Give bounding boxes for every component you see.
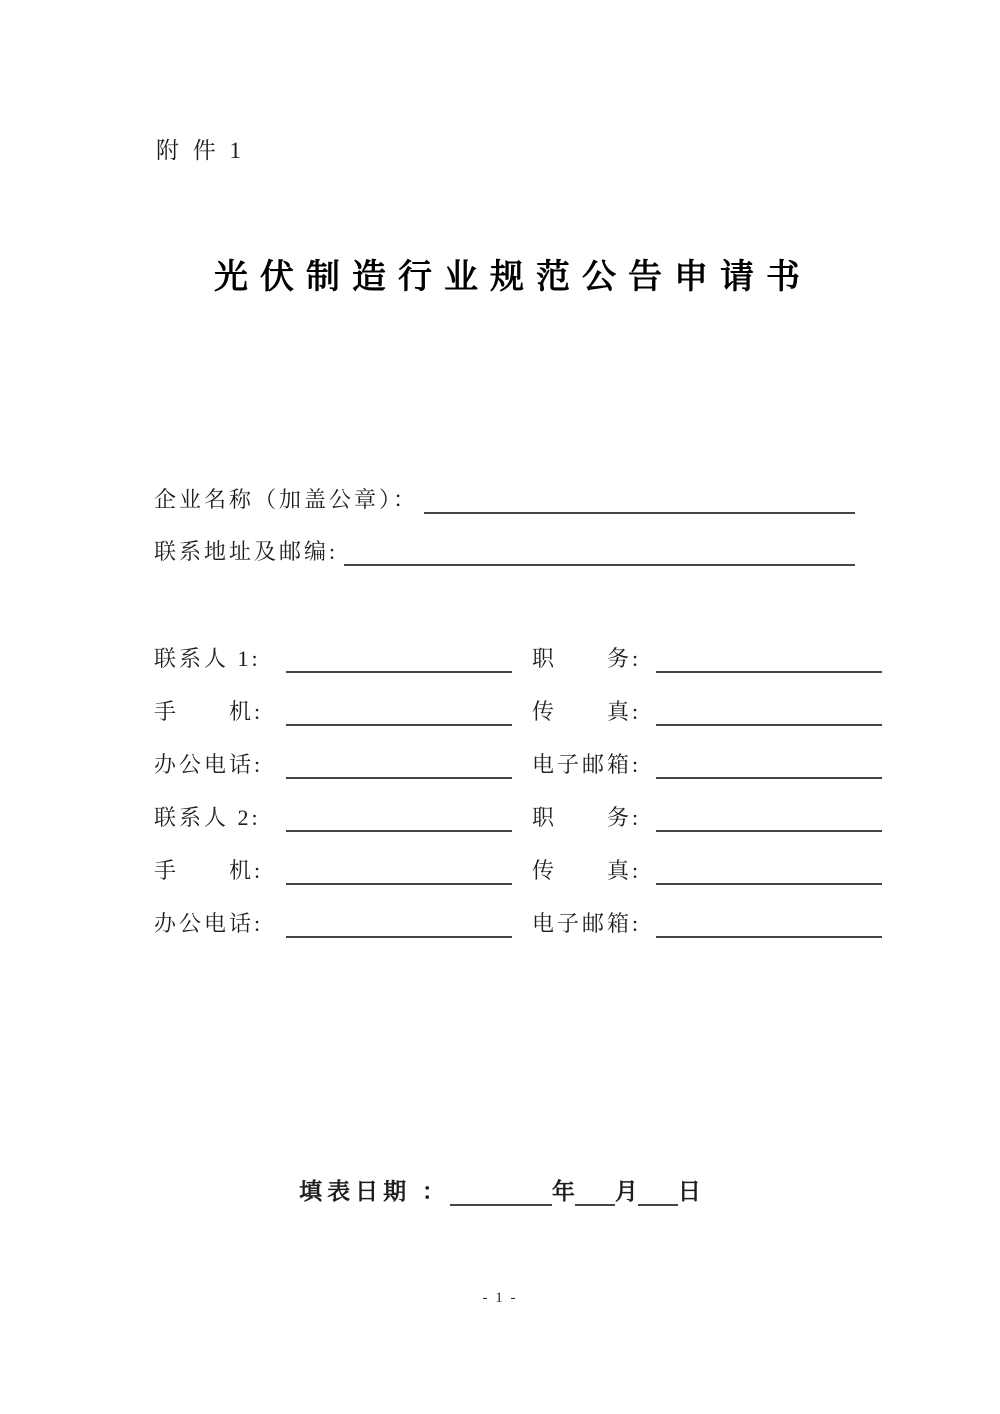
contact2-mobile-fax-row (154, 849, 882, 885)
contact1-fax-input-line (656, 724, 882, 726)
contact1-office-phone-label: 办公电话: (154, 752, 264, 777)
contact2-phone-email-row (154, 902, 882, 938)
attachment-number-label: 附 件 1 (156, 138, 245, 163)
contact1-email-input-line (656, 777, 882, 779)
company-name-label: 企业名称（加盖公章）： (154, 487, 419, 512)
address-postcode-label: 联系地址及邮编: (154, 539, 339, 564)
contact2-mobile-input-line (286, 883, 512, 885)
contact1-position-input-line (656, 671, 882, 673)
contact1-position-label: 职 务: (532, 646, 642, 671)
form-date-label: 填表日期 ： (299, 1179, 450, 1204)
contact1-name-input-line (286, 671, 512, 673)
contact2-fax-label: 传 真: (532, 858, 642, 883)
company-name-row (154, 478, 855, 514)
address-postcode-input-line (344, 564, 855, 566)
date-day-unit: 日 (677, 1179, 701, 1204)
date-year-input-line (450, 1204, 552, 1206)
contact2-name-input-line (286, 830, 512, 832)
document-title: 光伏制造行业规范公告申请书 (214, 258, 812, 296)
contact2-office-phone-label: 办公电话: (154, 911, 264, 936)
contact1-name-label: 联系人 1: (154, 646, 261, 671)
contact1-mobile-label: 手 机: (154, 699, 264, 724)
date-year-unit: 年 (551, 1179, 575, 1204)
contact2-fax-input-line (656, 883, 882, 885)
contact2-office-phone-input-line (286, 936, 512, 938)
contact2-mobile-label: 手 机: (154, 858, 264, 883)
contact1-name-position-row (154, 637, 882, 673)
address-postcode-row (154, 530, 855, 566)
date-month-unit: 月 (614, 1179, 638, 1204)
date-day-input-line (638, 1204, 678, 1206)
company-name-input-line (424, 512, 855, 514)
contact2-email-input-line (656, 936, 882, 938)
contact1-phone-email-row (154, 743, 882, 779)
contact2-email-label: 电子邮箱: (532, 911, 642, 936)
page-number: - 1 - (482, 1290, 518, 1306)
form-date-row (0, 1170, 1000, 1206)
contact2-position-input-line (656, 830, 882, 832)
contact2-name-label: 联系人 2: (154, 805, 261, 830)
date-month-input-line (575, 1204, 615, 1206)
contact1-email-label: 电子邮箱: (532, 752, 642, 777)
contact1-office-phone-input-line (286, 777, 512, 779)
contact1-mobile-fax-row (154, 690, 882, 726)
contact2-name-position-row (154, 796, 882, 832)
contact1-fax-label: 传 真: (532, 699, 642, 724)
contact1-mobile-input-line (286, 724, 512, 726)
contact2-position-label: 职 务: (532, 805, 642, 830)
